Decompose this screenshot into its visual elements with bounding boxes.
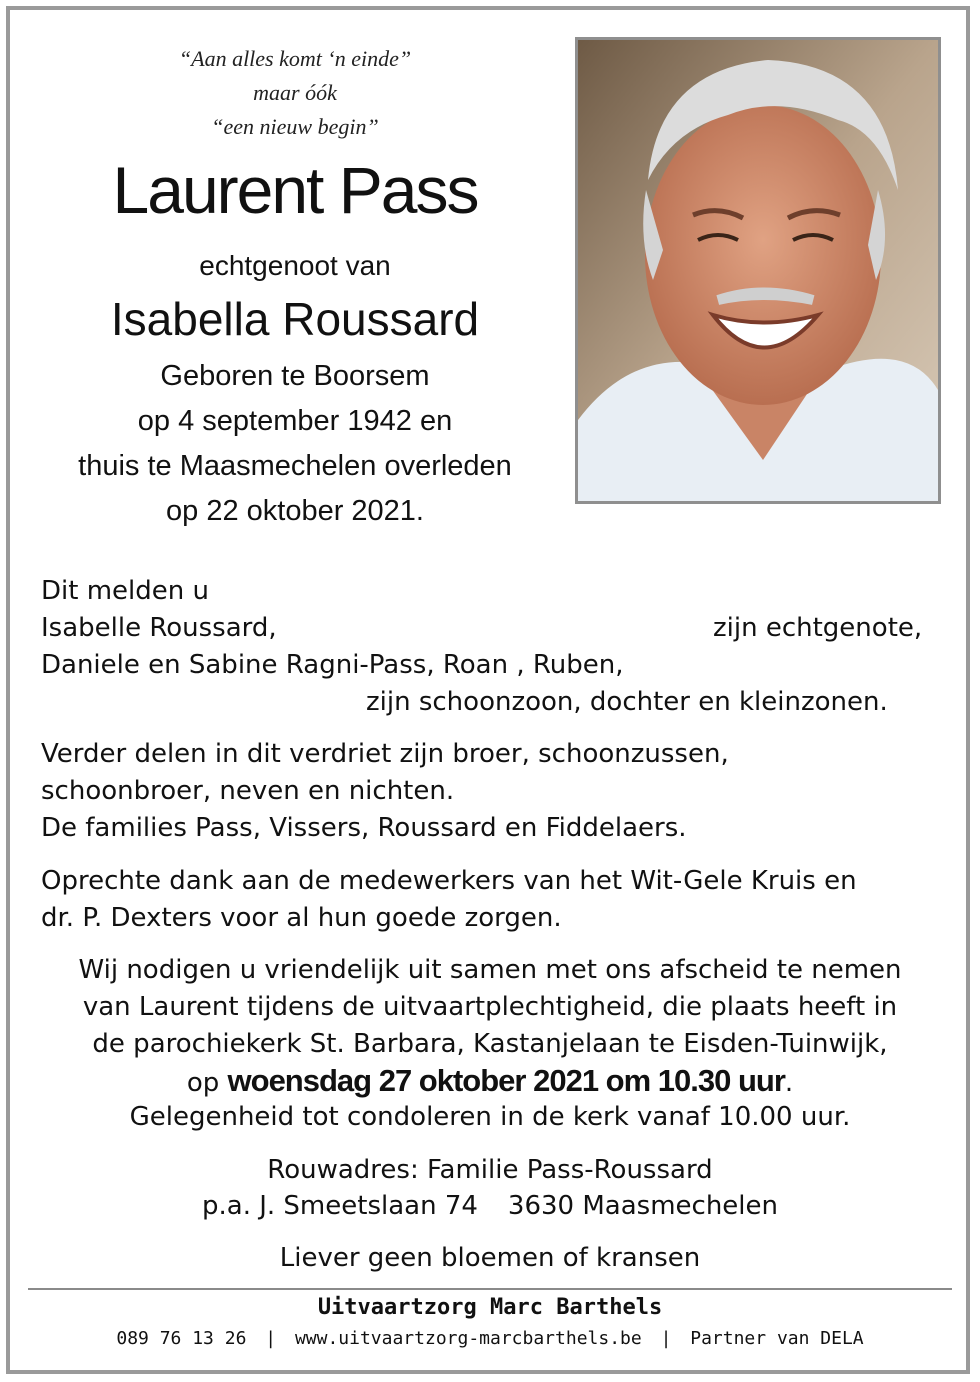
flowers-note: Liever geen bloemen of kransen [279, 1243, 701, 1273]
invitation-line-1: Wij nodigen u vriendelijk uit samen met ons afscheid te nemen [78, 955, 902, 985]
birth-line: Geboren te Boorsem [160, 360, 430, 392]
thanks-line-1: Oprechte dank aan de medewerkers van het Wit-Gele Kruis en [41, 866, 857, 896]
thanks-line-2: dr. P. Dexters voor al hun goede zorgen. [41, 903, 562, 933]
funeral-date-prefix: op [186, 1068, 228, 1098]
footer-divider [28, 1288, 952, 1290]
address-street-city [20, 1191, 960, 1221]
relation-text: echtgenoot van [199, 250, 391, 281]
deceased-name: Laurent Pass [112, 153, 478, 227]
birth-date-line: op 4 september 1942 en [137, 405, 453, 437]
spouse-name: Isabella Roussard [110, 293, 480, 345]
footer-website: www.uitvaartzorg-marcbarthels.be [294, 1328, 642, 1349]
sharing-line-3: De families Pass, Vissers, Roussard en Fiddelaers. [41, 813, 687, 843]
address-city: 3630 Maasmechelen [507, 1191, 778, 1221]
intro-text: Dit melden u [41, 576, 209, 606]
invitation-line-3: de parochiekerk St. Barbara, Kastanjelaan te Eisden-Tuinwijk, [92, 1029, 888, 1059]
portrait-photo-icon [578, 40, 938, 501]
funeral-date-suffix: . [784, 1068, 794, 1098]
condolence-line: Gelegenheid tot condoleren in de kerk vanaf 10.00 uur. [129, 1102, 851, 1132]
footer-separator: | [265, 1328, 277, 1349]
death-place-line: thuis te Maasmechelen overleden [78, 450, 512, 482]
sharing-line-1: Verder delen in dit verdriet zijn broer, schoonzussen, [41, 739, 729, 769]
address-line: Rouwadres: Familie Pass-Roussard [267, 1155, 713, 1185]
portrait-photo [575, 37, 941, 504]
death-date-line: op 22 oktober 2021. [166, 495, 424, 527]
address-street: p.a. J. Smeetslaan 74 [202, 1191, 478, 1221]
footer-separator: | [660, 1328, 672, 1349]
footer-contact [20, 1328, 960, 1349]
quote-line-3: “een nieuw begin” [211, 114, 379, 139]
invitation-line-2: van Laurent tijdens de uitvaartplechtigheid, die plaats heeft in [82, 992, 898, 1022]
footer-partner: Partner van DELA [690, 1328, 864, 1349]
funeral-date: woensdag 27 oktober 2021 om 10.30 uur [227, 1063, 785, 1098]
children-role: zijn schoonzoon, dochter en kleinzonen. [366, 687, 888, 717]
spouse-line: Isabelle Roussard, [41, 613, 277, 643]
footer-phone: 089 76 13 26 [116, 1328, 247, 1349]
funeral-home-name: Uitvaartzorg Marc Barthels [317, 1295, 663, 1320]
funeral-date-line [20, 1063, 960, 1099]
sharing-line-2: schoonbroer, neven en nichten. [41, 776, 455, 806]
children-line: Daniele en Sabine Ragni-Pass, Roan , Ruben, [41, 650, 624, 680]
spouse-role: zijn echtgenote, [713, 613, 923, 643]
quote-line-1: “Aan alles komt ‘n einde” [178, 46, 412, 71]
quote-line-2: maar óók [253, 80, 337, 105]
